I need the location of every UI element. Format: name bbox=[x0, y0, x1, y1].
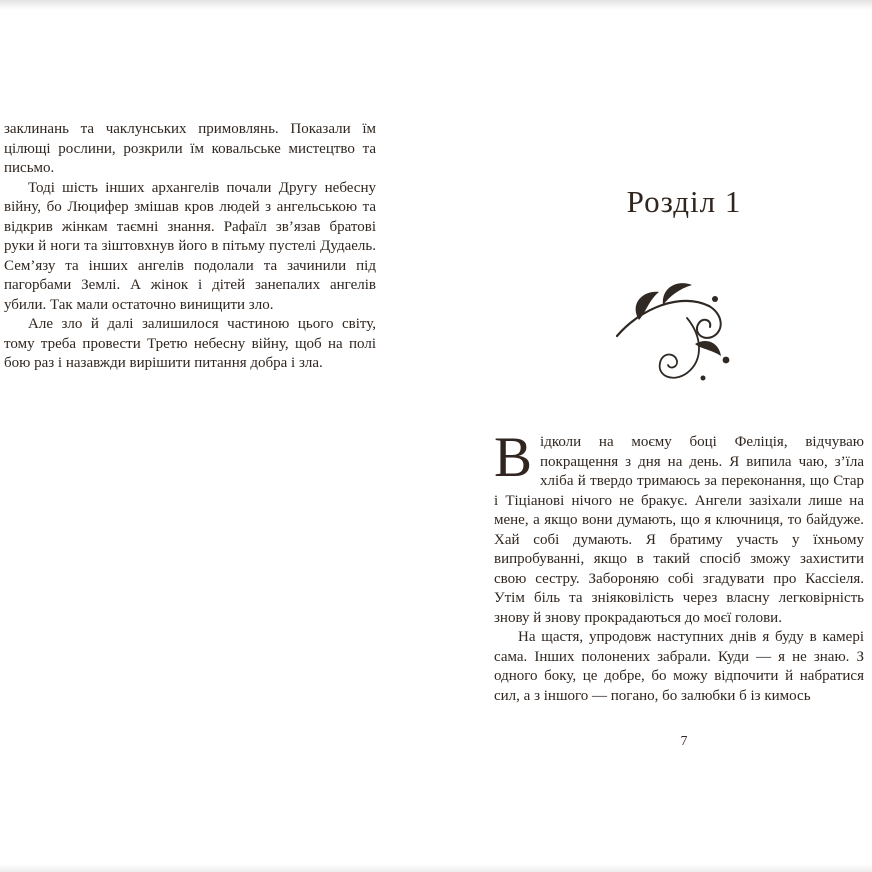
left-paragraph: Але зло й далі залишилося частиною цього світу, тому треба провести Третю небесну війну, щоб на полі бою раз і назавжди вирішити питання добра і зла. bbox=[4, 316, 376, 371]
page-top-shadow bbox=[0, 0, 872, 10]
drop-cap-letter: В bbox=[494, 426, 533, 489]
left-page-text bbox=[4, 120, 376, 374]
chapter-ornament bbox=[498, 278, 870, 398]
chapter-first-paragraph bbox=[494, 426, 864, 628]
page-bottom-shadow bbox=[0, 864, 872, 872]
floral-ornament-icon bbox=[609, 278, 759, 393]
right-page-text bbox=[494, 426, 864, 706]
left-paragraph: Тоді шість інших архангелів почали Другу небесну війну, бо Люцифер змішав кров людей з ангельською та відкрив жінкам таємні знання. Рафаїл зв’язав братові руки й ноги та зіштовхнув його в пітьму пустелі Дудаель. Сем’язу та інших ангелів подолали та зачинили під пагорбами Землі. А жінок і дітей занепалих ангелів убили. Так мали остаточно винищити зло. bbox=[4, 179, 376, 313]
first-paragraph-text: ідколи на моєму боці Феліція, відчуваю покращення з дня на день. Я випила чаю, з’їла хліба й твердо тримаюсь за переконання, що Стар і Тіціанові нічого не бракує. Ангели зазіхали лише на мене, а якщо вони думають, що я ключниця, то байдуже. Хай собі думають. Я братиму участь у їхньому випробуванні, якщо в такий спосіб зможу захистити свою сестру. Забороняю собі згадувати про Кассіеля. Утім біль та зніяковілість через власну легковірність знову й знову прокрадаються до моєї голови. bbox=[494, 434, 864, 626]
chapter-title: Розділ 1 bbox=[626, 184, 742, 219]
right-paragraph: На щастя, упродовж наступних днів я буду в камері сама. Інших полонених забрали. Куди — я не знаю. З одного боку, це добре, бо можу відпочити й набратися сил, а з іншого — погано, бо залюбки б із кимось bbox=[494, 629, 864, 704]
left-paragraph-continuation: заклинань та чаклунських примовлянь. Показали їм цілющі рослини, розкрили їм ковальське мистецтво та письмо. bbox=[4, 121, 376, 176]
page-number: 7 bbox=[680, 733, 688, 748]
